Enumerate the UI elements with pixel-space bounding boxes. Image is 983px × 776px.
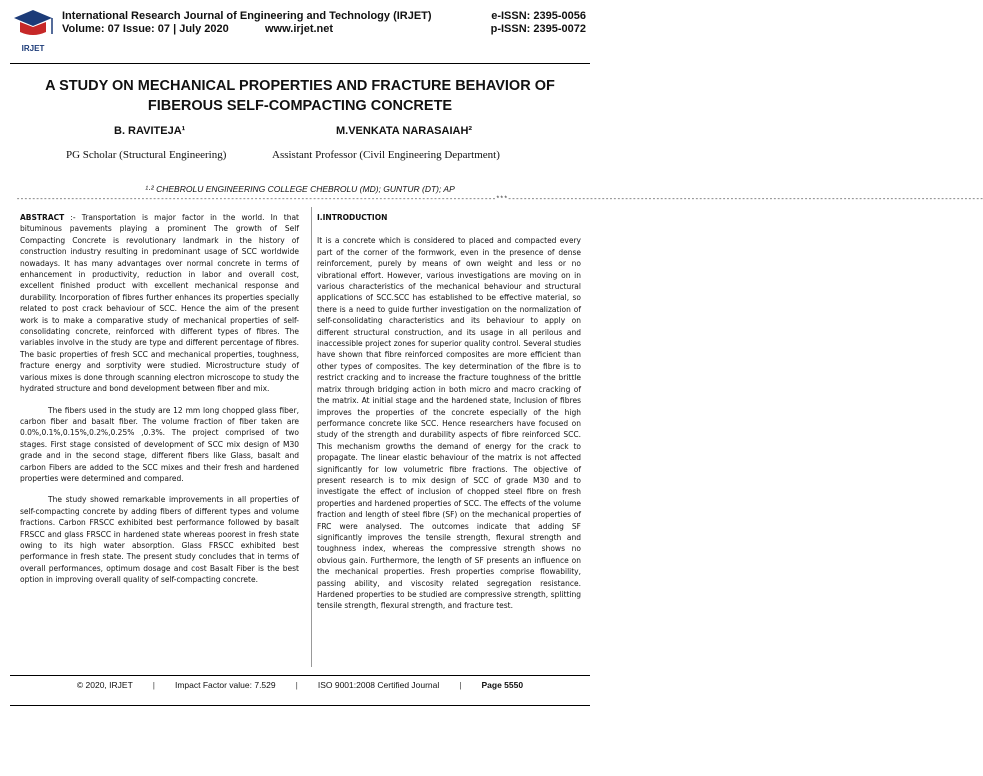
journal-name: International Research Journal of Engineering and Technology (IRJET) bbox=[62, 10, 432, 22]
pissn: p-ISSN: 2395-0072 bbox=[490, 23, 586, 35]
introduction-paragraph: It is a concrete which is considered to placed and compacted every part of the corner of the formwork, even in the presence of dense reinforcement, purely by means of own weight and less or no vibrational effort. However, various investigations are moving on in various characteristics of the mechanical behaviour and structural applications of SCC.SCC has established to be effective material, so there is a need to guide further investigation on the normalization of self-consolidating characteristics and its behaviour to apply on different structural construction, and its usage in all perilous and inaccessible project zones for superior quality control. Several studies have shown that fibre reinforced composites are more efficient than other types of composites. The key determination of the fibre is to restrict cracking and to increase the fracture toughness of the brittle matrix through bridging action in both micro and macro cracking of the matrix. At initial stage and the hardened state, Inclusion of fibres improves the properties of the concrete especially of the high performance concrete like SCC. Hence researchers have focused on study of the strength and durability aspects of fibre reinforced SCC. This mechanism growths the demand of energy for the crack to propagate. The linear elastic behaviour of the matrix is not affected significantly for low volumetric fibre fractions. The objective of present research is to mix design of SCC of grade M30 and to investigate the effect of inclusion of chopped steel fibre on fresh properties and hardened properties of SCC. The effects of the volume fraction and length of steel fibre (SF) on the mechanical properties of FRC were analysed. The outcomes indicate that adding SF significantly improves the tensile strength, flexural strength and toughness index, whereas the compressive strength shows no obvious gain. Furthermore, the length of SF presents an influence on the mechanical properties. Fresh properties comprise flowability, passing ability, and viscosity related segregation resistance. Hardened properties to be studied are compressive strength, splitting tensile strength, flexural strength, and fracture test. bbox=[317, 236, 581, 611]
affiliation-2: Assistant Professor (Civil Engineering Department) bbox=[272, 149, 500, 161]
affiliation-1: PG Scholar (Structural Engineering) bbox=[66, 149, 227, 161]
introduction-column bbox=[317, 212, 581, 612]
abstract-paragraph-2: The fibers used in the study are 12 mm long chopped glass fiber, carbon fiber and basalt fiber. The volume fraction of fiber taken are 0.0%,0.1%,0.15%,0.2%,0.25% ,0.3%. The project comprised of two stages. First stage consisted of development of SCC mix design of M30 grade and in the second stage, different fibers like Glass, basalt and carbon Fibers are added to the SCC mixes and their fresh and hardened properties were determined and compared. bbox=[20, 405, 299, 483]
abstract-paragraph-1 bbox=[20, 212, 299, 395]
footer-impact-factor: Impact Factor value: 7.529 bbox=[174, 680, 276, 690]
author-2: M.VENKATA NARASAIAH² bbox=[336, 125, 473, 137]
eissn: e-ISSN: 2395-0056 bbox=[491, 10, 586, 22]
paper-title: A STUDY ON MECHANICAL PROPERTIES AND FRACTURE BEHAVIOR OF FIBEROUS SELF-COMPACTING CONCRETE bbox=[45, 78, 555, 114]
footer-iso: ISO 9001:2008 Certified Journal bbox=[317, 680, 440, 690]
abstract-column bbox=[20, 212, 299, 586]
journal-website[interactable]: www.irjet.net bbox=[265, 23, 334, 35]
introduction-heading: I.INTRODUCTION bbox=[317, 213, 388, 222]
header-divider bbox=[10, 63, 590, 64]
abstract-heading: ABSTRACT bbox=[20, 213, 65, 222]
footer-divider-bottom bbox=[10, 705, 590, 706]
volume-issue: Volume: 07 Issue: 07 | July 2020 bbox=[62, 23, 229, 35]
logo-label: IRJET bbox=[21, 44, 45, 53]
footer-copyright: © 2020, IRJET bbox=[76, 680, 133, 690]
journal-header bbox=[0, 0, 600, 68]
column-divider bbox=[311, 207, 312, 667]
section-separator: ---------------------------------------------------------------------------------------------------------------------------***-------------------------------------------------------------------------------------------------------------------------- bbox=[16, 196, 983, 204]
footer-divider-top bbox=[10, 675, 590, 676]
author-1: B. RAVITEJA¹ bbox=[114, 125, 186, 137]
institution: ¹·² CHEBROLU ENGINEERING COLLEGE CHEBROLU (MD); GUNTUR (DT); AP bbox=[145, 184, 455, 194]
page-footer: © 2020, IRJET | Impact Factor value: 7.529 | ISO 9001:2008 Certified Journal | Page 5550 bbox=[0, 680, 600, 690]
abstract-paragraph-3: The study showed remarkable improvements in all properties of self-compacting concrete by adding fibers of different types and volume fractions. Carbon FRSCC exhibited best performance followed by basalt FRSCC and glass FRSCC in hardened state whereas poorest in fresh state owing to its high water absorption. Glass FRSCC exhibited best performance in fresh state. The present study concludes that in terms of overall performances, optimum dosage and cost Basalt Fiber is the best option in improving overall quality of self-compacting concrete. bbox=[20, 495, 299, 585]
footer-page-number: Page 5550 bbox=[481, 680, 524, 690]
abstract-text-1: :- Transportation is major factor in the world. In that bituminous pavements playing a prominent The growth of Self Compacting Concrete is revolutionary landmark in the history of construction industry resulting in predominant usage of SCC worldwide nowadays. It has many advantages over normal concrete in terms of enhancement in productivity, reduction in labor and overall cost, excellent finished product with excellent mechanical response and durability. Incorporation of fibres further enhances its properties specially related to post crack behaviour of SCC. Hence the aim of the present work is to make a comparative study of mechanical properties of self- consolidating concrete, reinforced with different types of fibres. The variables involve in the study are type and different percentage of fibres. The basic properties of fresh SCC and mechanical properties, toughness, fracture energy and sorptivity were studied. Microstructure study of various mixes is done through scanning electron microscope to study the hydrated structure and bond development between fiber and mix. bbox=[20, 213, 299, 394]
